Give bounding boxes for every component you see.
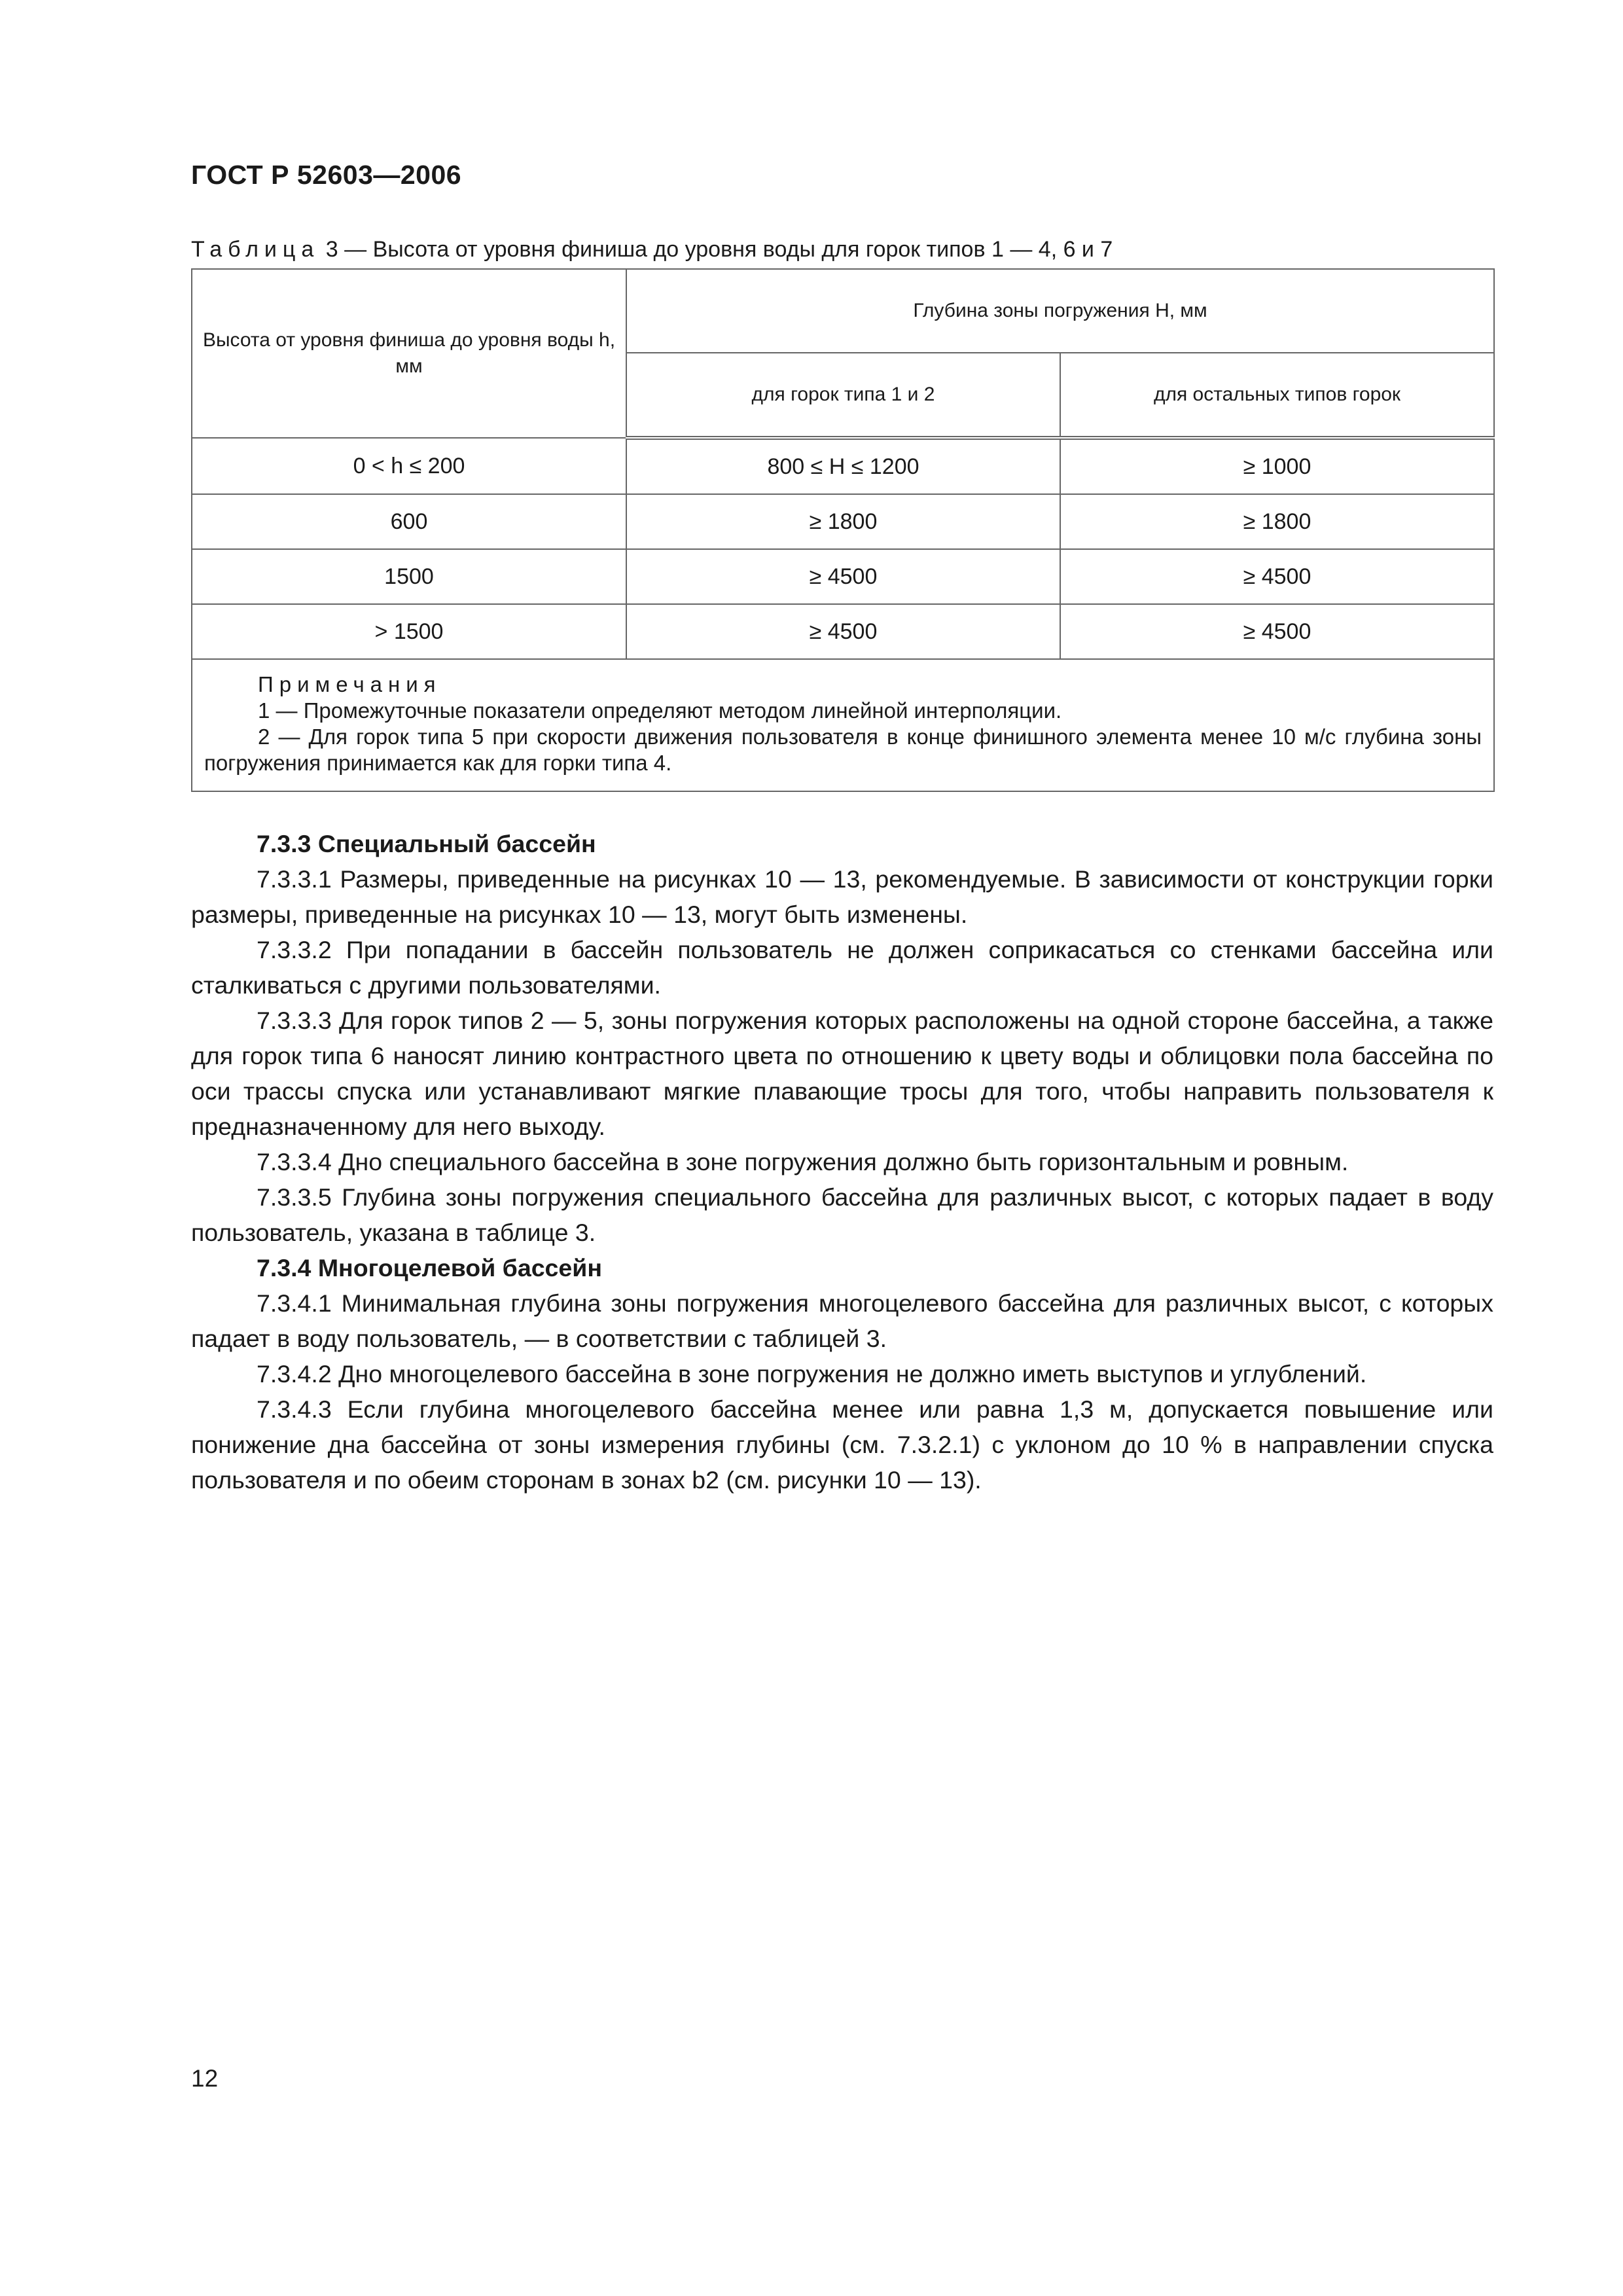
depth-table xyxy=(191,268,1495,792)
table-row xyxy=(192,494,1494,549)
table-caption xyxy=(191,237,1113,262)
table-cell: 0 < h ≤ 200 xyxy=(192,438,626,494)
col3-header: для остальных типов горок xyxy=(1060,353,1494,438)
document-header: ГОСТ Р 52603—2006 xyxy=(191,160,462,190)
table-cell: ≥ 1800 xyxy=(1060,494,1494,549)
paragraph-7-3-3-3: 7.3.3.3 Для горок типов 2 — 5, зоны погружения которых расположены на одной стороне бассейна, а также для горок типа 6 наносят линию контрастного цвета по отношению к цвету воды и облицовки пола бассейна по оси трассы спуска или устанавливают мягкие плавающие тросы для того, чтобы направить пользователя к предназначенному для него выходу. xyxy=(191,1007,1493,1140)
paragraph-7-3-4-1: 7.3.4.1 Минимальная глубина зоны погружения многоцелевого бассейна для различных высот, с которых падает в воду пользователь, — в соответствии с таблицей 3. xyxy=(191,1289,1493,1352)
table-cell: 1500 xyxy=(192,549,626,604)
table-caption-word: Таблица xyxy=(191,237,320,262)
paragraph-7-3-4-2: 7.3.4.2 Дно многоцелевого бассейна в зоне погружения не должно иметь выступов и углублений. xyxy=(257,1360,1367,1388)
col1-header: Высота от уровня финиша до уровня воды h, мм xyxy=(192,269,626,438)
table-notes xyxy=(192,659,1494,791)
table-notes-row xyxy=(192,659,1494,791)
table-row xyxy=(192,549,1494,604)
table-row xyxy=(192,604,1494,659)
body-text xyxy=(191,826,1493,1498)
table-cell: ≥ 1000 xyxy=(1060,438,1494,494)
table-cell: ≥ 4500 xyxy=(626,604,1060,659)
group-header: Глубина зоны погружения H, мм xyxy=(626,269,1494,353)
notes-title: Примечания xyxy=(258,672,442,696)
paragraph-7-3-3-5: 7.3.3.5 Глубина зоны погружения специального бассейна для различных высот, с которых падает в воду пользователь, указана в таблице 3. xyxy=(191,1183,1493,1246)
note-2: 2 — Для горок типа 5 при скорости движения пользователя в конце финишного элемента менее 10 м/с глубина зоны погружения принимается как для горки типа 4. xyxy=(204,725,1482,775)
table-cell: ≥ 4500 xyxy=(626,549,1060,604)
section-heading-7-3-4: 7.3.4 Многоцелевой бассейн xyxy=(257,1254,602,1282)
table-cell: 600 xyxy=(192,494,626,549)
paragraph-7-3-3-1: 7.3.3.1 Размеры, приведенные на рисунках 10 — 13, рекомендуемые. В зависимости от конструкции горки размеры, приведенные на рисунках 10 — 13, могут быть изменены. xyxy=(191,865,1493,928)
paragraph-7-3-3-4: 7.3.3.4 Дно специального бассейна в зоне погружения должно быть горизонтальным и ровным. xyxy=(257,1148,1349,1175)
page-number: 12 xyxy=(191,2065,219,2092)
paragraph-7-3-4-3: 7.3.4.3 Если глубина многоцелевого бассейна менее или равна 1,3 м, допускается повышение или понижение дна бассейна от зоны измерения глубины (см. 7.3.2.1) с уклоном до 10 % в направлении спуска пользователя и по обеим сторонам в зонах b2 (см. рисунки 10 — 13). xyxy=(191,1395,1493,1494)
table-caption-text: 3 — Высота от уровня финиша до уровня воды для горок типов 1 — 4, 6 и 7 xyxy=(325,237,1113,262)
table-cell: ≥ 4500 xyxy=(1060,604,1494,659)
paragraph-7-3-3-2: 7.3.3.2 При попадании в бассейн пользователь не должен соприкасаться со стенками бассейна или сталкиваться с другими пользователями. xyxy=(191,936,1493,999)
table-cell: 800 ≤ H ≤ 1200 xyxy=(626,438,1060,494)
table-cell: ≥ 4500 xyxy=(1060,549,1494,604)
section-heading-7-3-3: 7.3.3 Специальный бассейн xyxy=(257,830,596,857)
table-row xyxy=(192,438,1494,494)
table-cell: > 1500 xyxy=(192,604,626,659)
col2-header: для горок типа 1 и 2 xyxy=(626,353,1060,438)
note-1: 1 — Промежуточные показатели определяют методом линейной интерполяции. xyxy=(258,698,1062,723)
table-cell: ≥ 1800 xyxy=(626,494,1060,549)
